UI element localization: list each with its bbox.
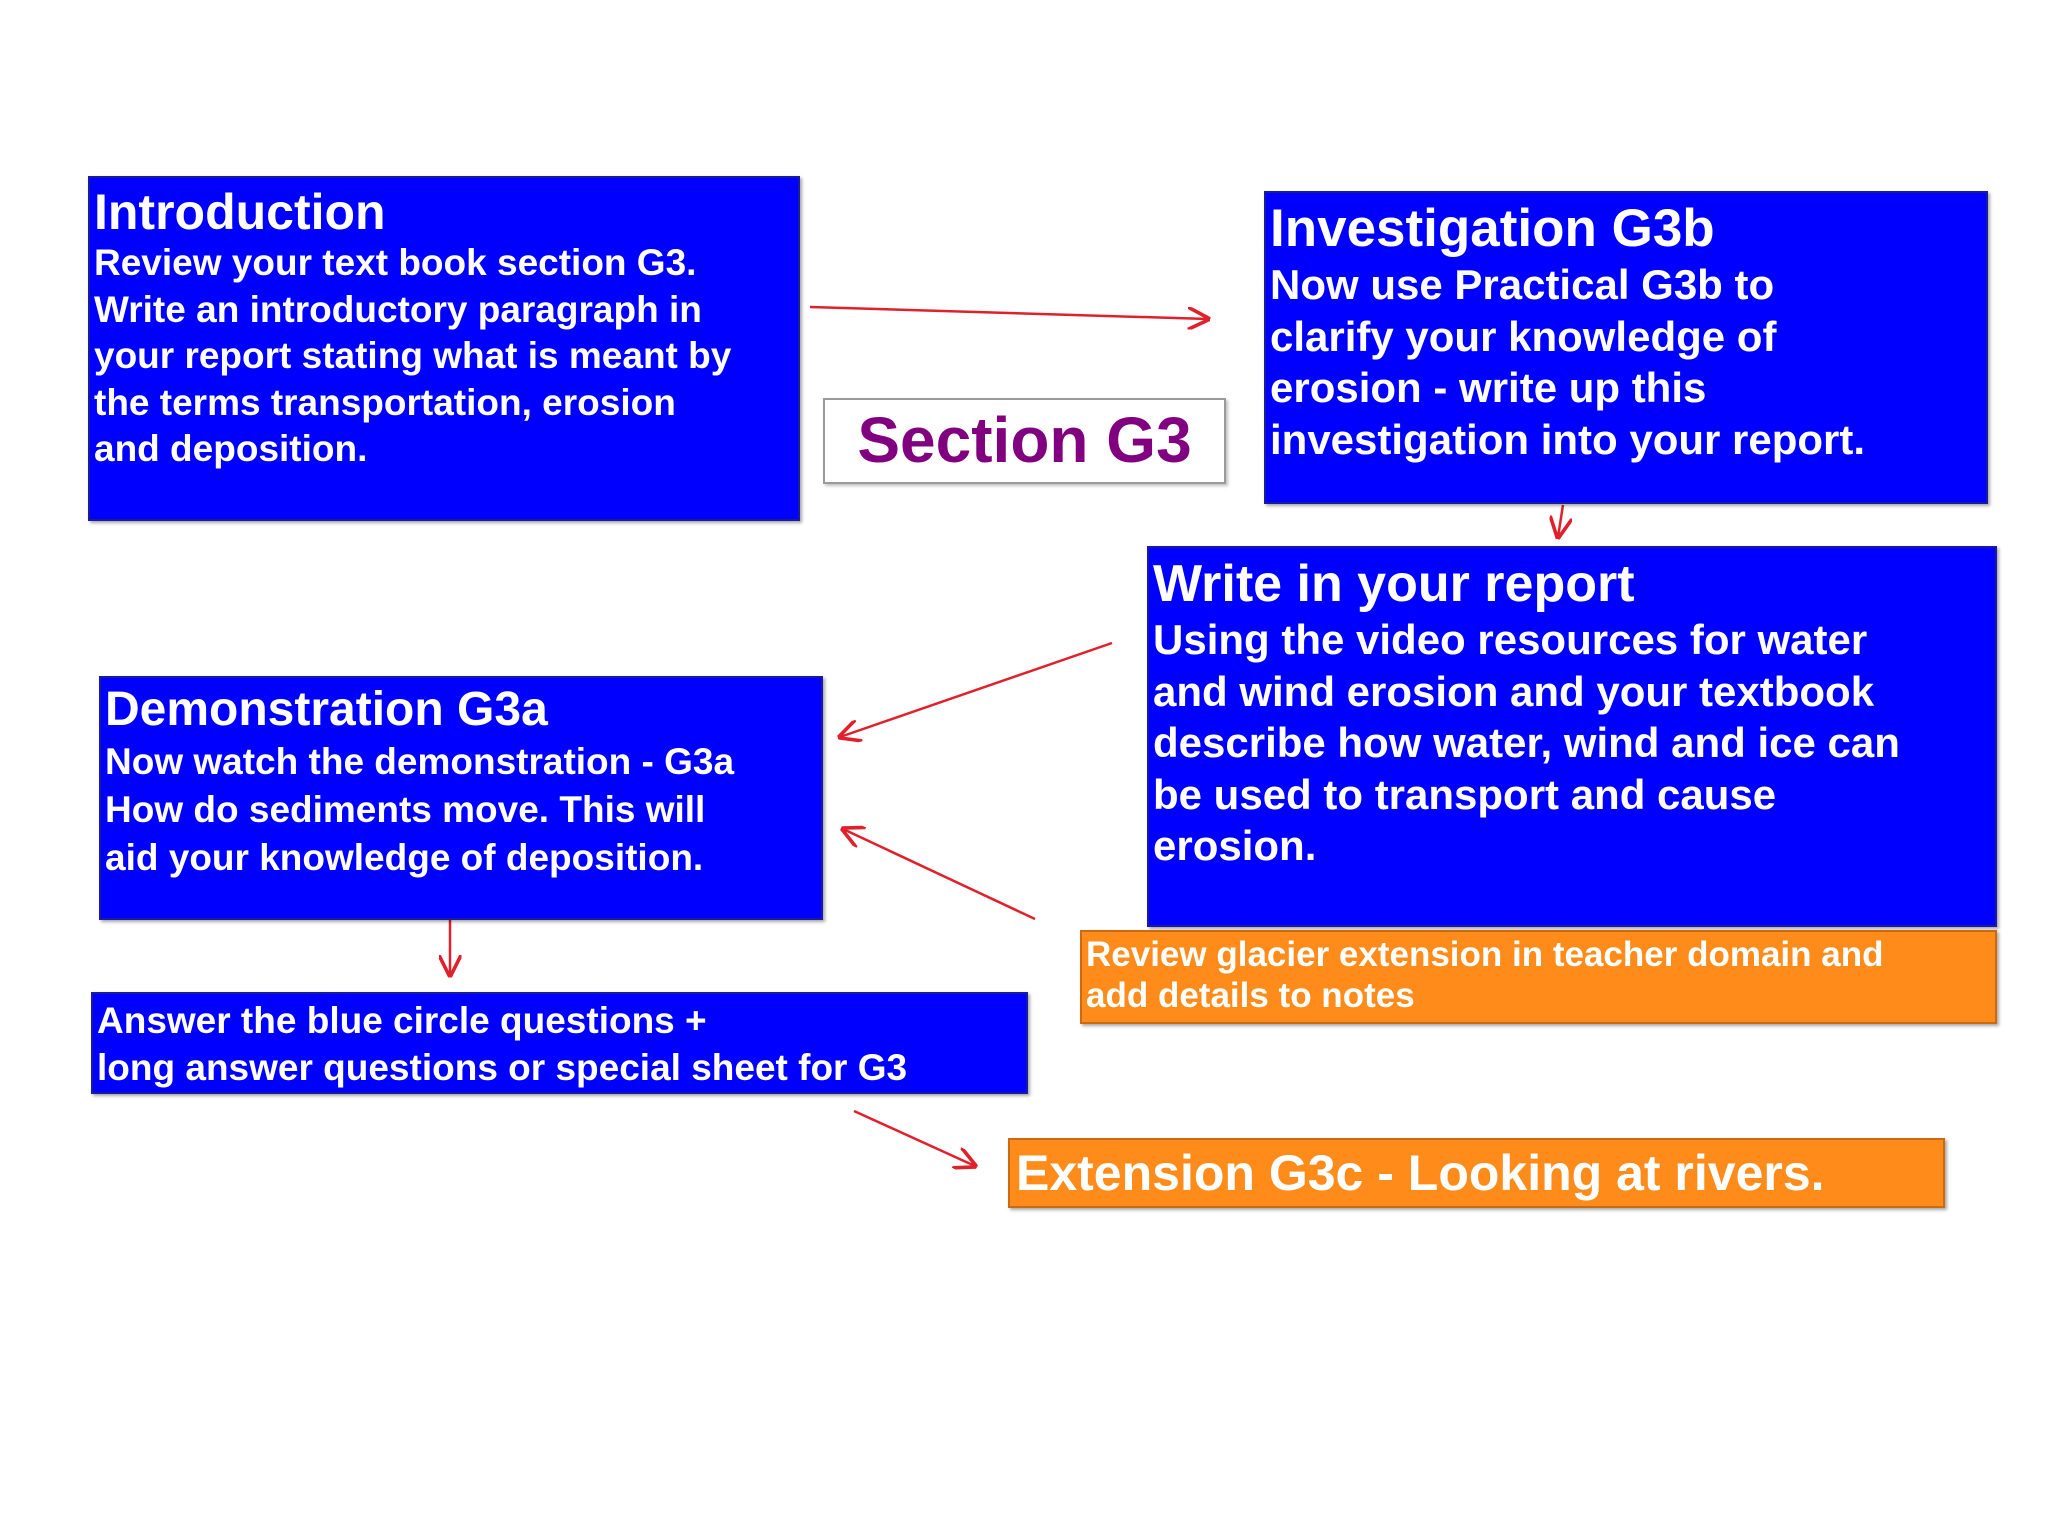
write-report-heading: Write in your report xyxy=(1153,555,1635,613)
extension-box xyxy=(1008,1138,1945,1208)
introduction-heading: Introduction xyxy=(94,184,386,240)
answer-questions-box xyxy=(91,992,1028,1094)
introduction-box xyxy=(88,176,800,521)
arrow-intro-to-investigation xyxy=(810,307,1208,319)
arrow-investigation-to-write xyxy=(1558,505,1563,537)
extension-heading: Extension G3c - Looking at rivers. xyxy=(1016,1145,1825,1201)
section-title: Section G3 xyxy=(823,398,1226,484)
demonstration-heading: Demonstration G3a xyxy=(105,683,548,736)
arrow-write-to-demonstration xyxy=(840,643,1112,737)
arrow-glacier-to-demonstration xyxy=(843,829,1035,919)
introduction-text: Review your text book section G3. Write an introductory paragraph in your report stating what is meant by the terms transportation, erosion and deposition. xyxy=(94,242,732,469)
investigation-text: Now use Practical G3b to clarify your knowledge of erosion - write up this investigation into your report. xyxy=(1270,261,1866,463)
demonstration-box xyxy=(99,676,823,920)
glacier-review-text: Review glacier extension in teacher domain and add details to notes xyxy=(1086,935,1884,1015)
write-report-box xyxy=(1147,546,1997,927)
investigation-box xyxy=(1264,191,1988,504)
investigation-heading: Investigation G3b xyxy=(1270,199,1715,258)
write-report-text: Using the video resources for water and wind erosion and your textbook describe how water, wind and ice can be used to transport and cause erosion. xyxy=(1153,616,1900,869)
answer-questions-text: Answer the blue circle questions + long answer questions or special sheet for G3 xyxy=(97,1000,908,1088)
glacier-review-box xyxy=(1080,930,1997,1024)
arrow-answer-to-extension xyxy=(854,1111,975,1166)
demonstration-text: Now watch the demonstration - G3a How do sediments move. This will aid your knowledge of deposition. xyxy=(105,741,735,878)
